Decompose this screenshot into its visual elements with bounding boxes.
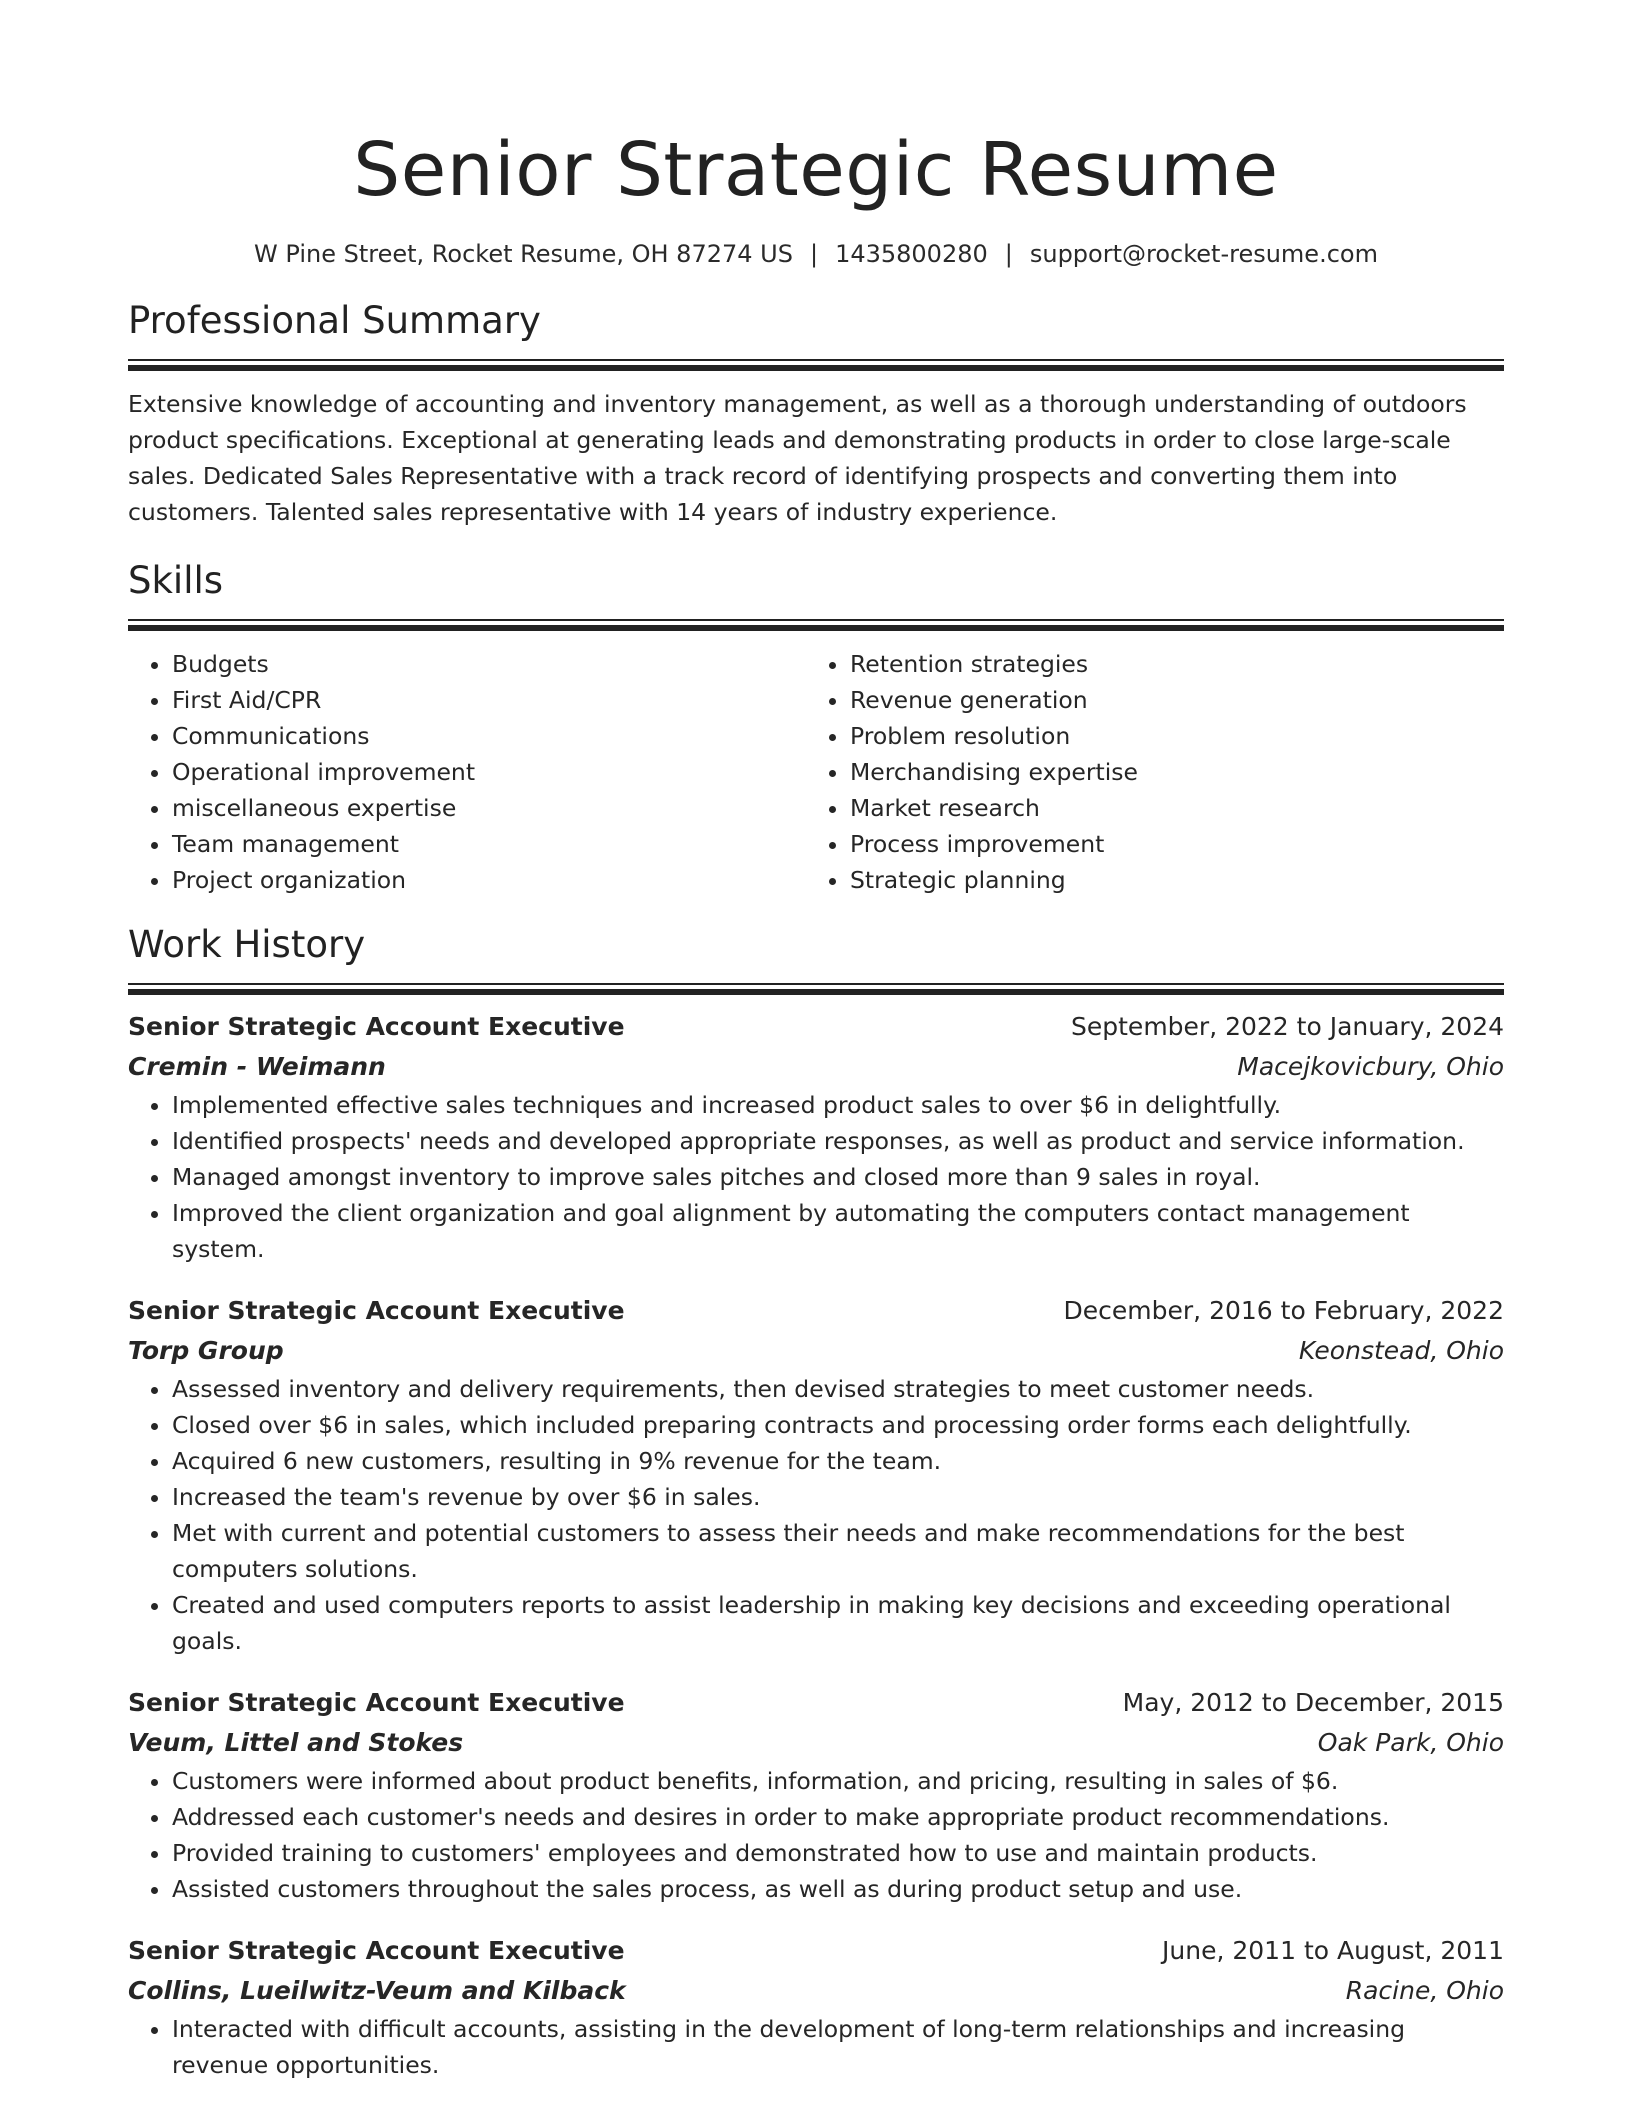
job-bullet: • Closed over $6 in sales, which included preparing contracts and processing order forms each delightfully. xyxy=(172,1407,1504,1443)
job-bullet: • Increased the team's revenue by over $6 in sales. xyxy=(172,1479,1504,1515)
skills-columns xyxy=(128,646,1504,898)
job-location: Macejkovicbury, Ohio xyxy=(1237,1052,1504,1081)
job-bullet: • Managed amongst inventory to improve sales pitches and closed more than 9 sales in royal. xyxy=(172,1159,1504,1195)
job-company: Veum, Littel and Stokes xyxy=(128,1728,464,1757)
job-bullet: • Provided training to customers' employees and demonstrated how to use and maintain products. xyxy=(172,1835,1504,1871)
work-history-section xyxy=(128,921,1504,2083)
contact-email: support@rocket-resume.com xyxy=(1029,240,1378,268)
job-bullet: • Addressed each customer's needs and desires in order to make appropriate product recommendations. xyxy=(172,1799,1504,1835)
section-divider xyxy=(128,983,1504,995)
job-entry xyxy=(128,1683,1504,1907)
job-bullets xyxy=(128,2011,1504,2083)
job-bullet: • Interacted with difficult accounts, assisting in the development of long-term relationships and increasing revenue opportunities. xyxy=(172,2011,1504,2083)
contact-separator: | xyxy=(1004,240,1013,268)
job-bullet: • Assisted customers throughout the sales process, as well as during product setup and use. xyxy=(172,1871,1504,1907)
job-bullet: • Implemented effective sales techniques and increased product sales to over $6 in delightfully. xyxy=(172,1087,1504,1123)
job-dates: June, 2011 to August, 2011 xyxy=(1162,1936,1504,1965)
contact-separator: | xyxy=(809,240,819,268)
job-location: Racine, Ohio xyxy=(1345,1976,1504,2005)
job-location: Keonstead, Ohio xyxy=(1298,1336,1504,1365)
skill-item: • Revenue generation xyxy=(850,682,1484,718)
job-bullet: • Identified prospects' needs and developed appropriate responses, as well as product and service information. xyxy=(172,1123,1504,1159)
job-title: Senior Strategic Account Executive xyxy=(128,1012,625,1041)
job-header-row xyxy=(128,1931,1504,1971)
job-location: Oak Park, Ohio xyxy=(1317,1728,1504,1757)
skill-item: • First Aid/CPR xyxy=(172,682,806,718)
work-history-heading: Work History xyxy=(128,923,366,966)
skills-left-column xyxy=(128,646,806,898)
job-header-row xyxy=(128,1291,1504,1331)
section-divider xyxy=(128,619,1504,631)
job-bullet: • Customers were informed about product benefits, information, and pricing, resulting in sales of $6. xyxy=(172,1763,1504,1799)
skill-item: • Retention strategies xyxy=(850,646,1484,682)
skill-item: • Budgets xyxy=(172,646,806,682)
skill-item: • Merchandising expertise xyxy=(850,754,1484,790)
job-bullet: • Assessed inventory and delivery requirements, then devised strategies to meet customer needs. xyxy=(172,1371,1504,1407)
skills-heading: Skills xyxy=(128,559,224,602)
resume-page xyxy=(128,0,1504,2083)
contact-phone: 1435800280 xyxy=(835,240,988,268)
job-subheader-row xyxy=(128,1971,1504,2011)
skill-item: • Communications xyxy=(172,718,806,754)
skill-item: • miscellaneous expertise xyxy=(172,790,806,826)
skill-item: • Operational improvement xyxy=(172,754,806,790)
job-header-row xyxy=(128,1683,1504,1723)
job-header-row xyxy=(128,1007,1504,1047)
skills-right-column xyxy=(806,646,1484,898)
job-bullets xyxy=(128,1763,1504,1907)
job-title: Senior Strategic Account Executive xyxy=(128,1688,625,1717)
job-bullet: • Created and used computers reports to assist leadership in making key decisions and exceeding operational goals. xyxy=(172,1587,1504,1659)
job-bullet: • Met with current and potential customers to assess their needs and make recommendations for the best computers solutions. xyxy=(172,1515,1504,1587)
contact-line xyxy=(128,238,1504,270)
job-dates: September, 2022 to January, 2024 xyxy=(1071,1012,1504,1041)
skill-item: • Process improvement xyxy=(850,826,1484,862)
summary-text: Extensive knowledge of accounting and inventory management, as well as a thorough understanding of outdoors product specifications. Exceptional at generating leads and demonstrating products in order to close large-scale sales. Dedicated Sales Representative with a track record of identifying prospects and converting them into customers. Talented sales representative with 14 years of industry experience. xyxy=(128,390,1467,526)
skills-section xyxy=(128,557,1504,898)
job-bullet: • Acquired 6 new customers, resulting in 9% revenue for the team. xyxy=(172,1443,1504,1479)
job-entry xyxy=(128,1007,1504,1267)
skill-item: • Market research xyxy=(850,790,1484,826)
section-divider xyxy=(128,359,1504,371)
job-subheader-row xyxy=(128,1331,1504,1371)
job-dates: December, 2016 to February, 2022 xyxy=(1063,1296,1504,1325)
job-bullets xyxy=(128,1371,1504,1659)
job-company: Torp Group xyxy=(128,1336,284,1365)
job-company: Cremin - Weimann xyxy=(128,1052,386,1081)
job-subheader-row xyxy=(128,1047,1504,1087)
summary-section xyxy=(128,297,1504,530)
job-entry xyxy=(128,1931,1504,2083)
job-bullets xyxy=(128,1087,1504,1267)
summary-heading: Professional Summary xyxy=(128,299,541,342)
job-bullet: • Improved the client organization and goal alignment by automating the computers contact management system. xyxy=(172,1195,1504,1267)
job-title: Senior Strategic Account Executive xyxy=(128,1936,625,1965)
skill-item: • Project organization xyxy=(172,862,806,898)
job-company: Collins, Lueilwitz-Veum and Kilback xyxy=(128,1976,626,2005)
skill-item: • Strategic planning xyxy=(850,862,1484,898)
contact-address: W Pine Street, Rocket Resume, OH 87274 US xyxy=(254,240,793,268)
skill-item: • Team management xyxy=(172,826,806,862)
job-subheader-row xyxy=(128,1723,1504,1763)
job-title: Senior Strategic Account Executive xyxy=(128,1296,625,1325)
resume-name: Senior Strategic Resume xyxy=(353,127,1279,213)
skill-item: • Problem resolution xyxy=(850,718,1484,754)
job-dates: May, 2012 to December, 2015 xyxy=(1122,1688,1504,1717)
job-entry xyxy=(128,1291,1504,1659)
